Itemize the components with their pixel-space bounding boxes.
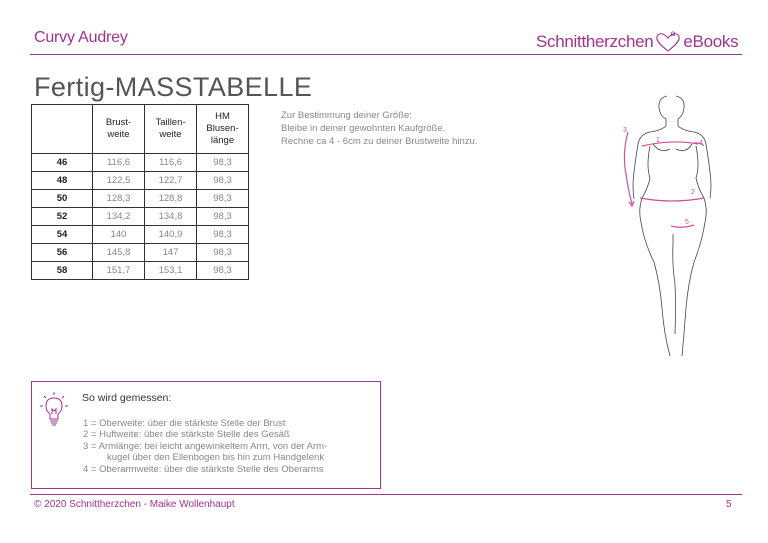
size-cell: 56 [32,244,93,262]
table-row [32,262,249,280]
value-cell: 153,1 [145,262,197,280]
instruction-line: Bleibe in deiner gewohnten Kaufgröße. [281,123,446,134]
brand-suffix: eBooks [683,32,739,51]
value-cell: 134,2 [93,208,145,226]
table-row [32,208,249,226]
value-cell: 147 [145,244,197,262]
table-row [32,154,249,172]
value-cell: 151,7 [93,262,145,280]
table-row [32,226,249,244]
column-header-bust: Brust- weite [93,105,145,154]
column-header-waist: Taillen- weite [145,105,197,154]
size-cell: 50 [32,190,93,208]
guide-item: 4 = Oberarmweite: über die stärkste Stelle des Oberarms [83,463,324,475]
size-cell: 52 [32,208,93,226]
table-row [32,190,249,208]
figure-label-5: 5 [685,219,689,226]
value-cell: 122,7 [145,172,197,190]
pattern-name: Curvy Audrey [34,29,128,46]
table-row [32,244,249,262]
instruction-line: Rechne ca 4 - 6cm zu deiner Brustweite hinzu. [281,136,478,147]
size-cell: 48 [32,172,93,190]
value-cell: 98,3 [197,172,249,190]
copyright: © 2020 Schnittherzchen - Maike Wollenhaupt [34,499,235,510]
brand-name: Schnittherzchen [536,32,654,51]
size-cell: 58 [32,262,93,280]
guide-item: 1 = Oberweite: über die stärkste Stelle der Brust [83,418,286,429]
brand-logo [536,31,738,53]
value-cell: 98,3 [197,262,249,280]
column-header-size [32,105,93,154]
value-cell: 98,3 [197,208,249,226]
value-cell: 98,3 [197,190,249,208]
figure-label-2: 2 [691,189,695,196]
measuring-guide-box [31,381,381,489]
figure-label-3: 3 [623,127,627,134]
figure-label-4: 4 [699,140,703,147]
value-cell: 128,8 [145,190,197,208]
size-instructions [281,109,477,148]
guide-title: So wird gemessen: [82,392,172,404]
instruction-line: Zur Bestimmung deiner Größe: [281,110,412,121]
value-cell: 128,3 [93,190,145,208]
value-cell: 98,3 [197,244,249,262]
size-cell: 46 [32,154,93,172]
value-cell: 122,5 [93,172,145,190]
value-cell: 116,6 [145,154,197,172]
table-row [32,172,249,190]
value-cell: 145,8 [93,244,145,262]
guide-item: 3 = Armlänge: bei leicht angewinkeltem Arm, von der Arm- [83,440,328,452]
value-cell: 116,6 [93,154,145,172]
page-title: Fertig-MASSTABELLE [34,72,313,102]
guide-list [83,418,327,475]
figure-label-1: 1 [656,137,660,144]
body-figure-illustration [612,94,736,359]
footer-divider [30,494,742,495]
value-cell: 98,3 [197,226,249,244]
size-cell: 54 [32,226,93,244]
value-cell: 134,8 [145,208,197,226]
value-cell: 98,3 [197,154,249,172]
value-cell: 140,9 [145,226,197,244]
value-cell: 140 [93,226,145,244]
column-header-length: HM Blusen- länge [197,105,249,154]
table-header-row [32,105,249,154]
size-table [31,104,249,280]
header-divider [30,54,742,55]
lightbulb-icon [39,390,69,430]
page-number: 5 [726,499,732,510]
guide-item: 2 = Huftweite: über die stärkste Stelle des Gesäß [83,429,290,441]
heart-logo-icon [653,31,683,53]
guide-item-continued: kugel über den Ellenbogen bis hin zum Handgelenk [107,452,325,464]
